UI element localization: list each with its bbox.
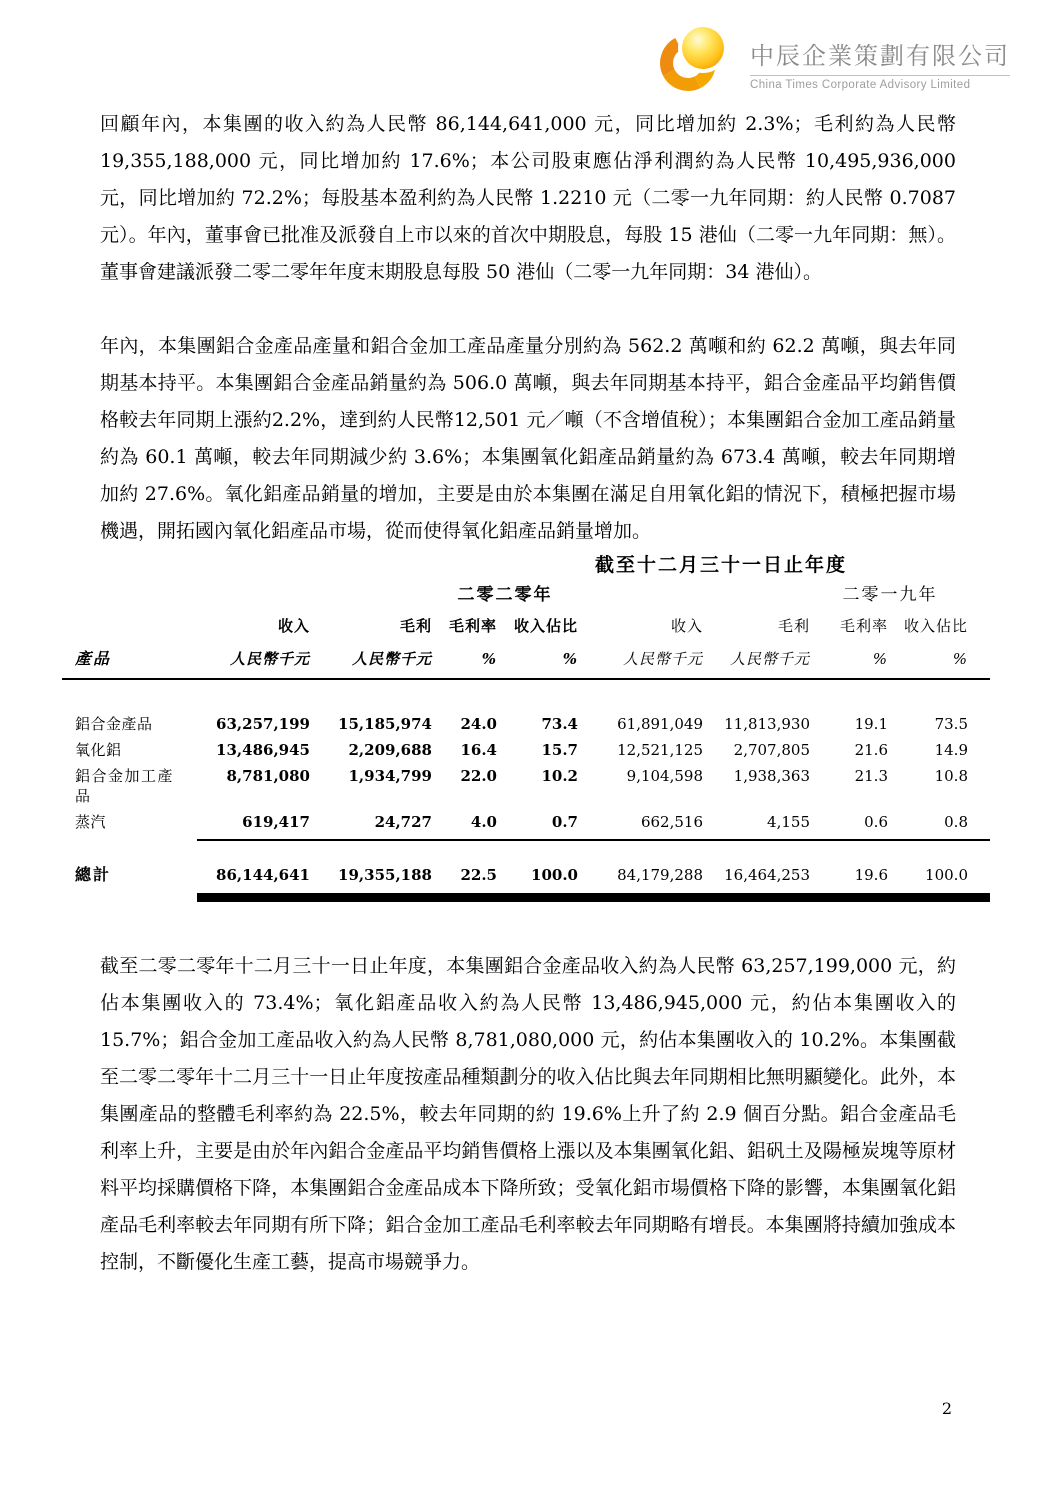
table-cell: 14.9 (934, 741, 968, 759)
table-cell: 1,938,363 (733, 767, 810, 785)
table-cell: 1,934,799 (348, 767, 432, 785)
page-header (0, 0, 1050, 94)
table-cell: 16.4 (460, 741, 497, 759)
table-cell: 0.7 (497, 809, 578, 840)
segment-revenue-table (62, 584, 990, 902)
table-total-row (62, 862, 990, 898)
total-label-cell: 總計 (75, 865, 112, 884)
product-name-cell: 鋁合金產品 (75, 715, 153, 733)
segment-table-section (62, 552, 990, 902)
table-cell: 0.8 (888, 809, 990, 840)
table-cell: 100.0 (888, 862, 990, 898)
table-cell: 9,104,598 (626, 767, 703, 785)
col-header-revenue-share-2020: 收入佔比 (513, 617, 578, 635)
paragraph-segment-analysis: 截至二零二零年十二月三十一日止年度，本集團鋁合金產品收入約為人民幣 63,257,199,000 元，約佔本集團收入的 73.4%；氧化鋁產品收入約為人民幣 13,486,945,000 元，約佔本集團收入的 15.7%；鋁合金加工產品收入約為人民幣 8,781,080,000 元，約佔本集團收入的 10.2%。本集團截至二零二零年十二月三十一日止年度按產品種類劃分的收入佔比與去年同期相比無明顯變化。此外，本集團產品的整體毛利率約為 22.5%，較去年同期的約 19.6%上升了約 2.9 個百分點。鋁合金產品毛利率上升，主要是由於年內鋁合金產品平均銷售價格上漲以及本集團氧化鋁、鋁矾土及陽極炭塊等原材料平均採購價格下降，本集團鋁合金產品成本下降所致；受氧化鋁市場價格下降的影響，本集團氧化鋁產品毛利率較去年同期有所下降；鋁合金加工產品毛利率較去年同期略有增長。本集團將持續加強成本控制，不斷優化生產工藝，提高市場競爭力。 (100, 955, 956, 1273)
unit-header: 人民幣千元 (310, 649, 432, 679)
paragraph-production-sales: 年內，本集團鋁合金產品產量和鋁合金加工產品產量分別約為 562.2 萬噸和約 62.2 萬噸，與去年同期基本持平。本集團鋁合金產品銷量約為 506.0 萬噸，與去年同期基本持平，鋁合金產品平均銷售價格較去年同期上漲約2.2%，達到約人民幣12,501 元／噸（不含增值稅）；本集團鋁合金加工產品銷量約為 60.1 萬噸，較去年同期減少約 3.6%；本集團氧化鋁產品銷量約為 673.4 萬噸，較去年同期增加約 27.6%。氧化鋁產品銷量的增加，主要是由於本集團在滿足自用氧化鋁的情況下，積極把握市場機遇，開拓國內氧化鋁產品市場，從而使得氧化鋁產品銷量增加。 (100, 335, 956, 542)
unit-header: % (888, 649, 990, 679)
unit-header: 人民幣千元 (703, 649, 810, 679)
table-cell: 15,185,974 (338, 715, 432, 733)
table-header-row (62, 616, 990, 649)
table-subheader-row (62, 649, 990, 679)
logo-text-block (750, 26, 1010, 91)
table-cell: 73.5 (934, 715, 968, 733)
col-header-gross-margin-2020: 毛利率 (448, 617, 497, 635)
table-cell: 21.6 (854, 741, 888, 759)
table-cell: 21.3 (854, 767, 888, 785)
table-cell: 86,144,641 (197, 862, 310, 898)
col-header-revenue-2020: 收入 (277, 617, 310, 635)
col-header-revenue-share-2019: 收入佔比 (903, 617, 968, 635)
unit-header: 人民幣千元 (578, 649, 703, 679)
table-cell: 15.7 (541, 741, 578, 759)
col-header-gross-profit-2020: 毛利 (399, 617, 432, 635)
table-year-row (62, 584, 990, 616)
table-cell: 4,155 (703, 809, 810, 840)
table-cell: 100.0 (497, 862, 578, 898)
table-cell: 10.2 (541, 767, 578, 785)
table-row-alumina (62, 737, 990, 763)
table-cell: 11,813,930 (724, 715, 810, 733)
logo-sphere-icon (682, 27, 724, 69)
table-cell: 10.8 (934, 767, 968, 785)
table-cell: 19.6 (810, 862, 888, 898)
col-header-revenue-2019: 收入 (670, 617, 703, 635)
table-cell: 24,727 (310, 809, 432, 840)
table-cell: 22.0 (460, 767, 497, 785)
table-cell: 73.4 (541, 715, 578, 733)
table-cell: 2,209,688 (348, 741, 432, 759)
unit-header: % (497, 649, 578, 679)
product-column-header: 產品 (62, 649, 197, 679)
table-row-aluminum-alloy (62, 679, 990, 737)
company-logo-icon (658, 26, 738, 94)
table-cell: 22.5 (432, 862, 497, 898)
company-name-zh: 中辰企業策劃有限公司 (750, 43, 1010, 70)
table-cell: 619,417 (197, 809, 310, 840)
unit-header: % (432, 649, 497, 679)
year-2019-label: 二零一九年 (842, 585, 938, 605)
table-cell: 19.1 (854, 715, 888, 733)
product-name-cell: 氧化鋁 (75, 741, 122, 759)
table-row-processed-aluminum (62, 763, 990, 809)
table-cell: 13,486,945 (216, 741, 310, 759)
table-cell: 2,707,805 (733, 741, 810, 759)
company-name-en: China Times Corporate Advisory Limited (750, 75, 1010, 91)
col-header-gross-profit-2019: 毛利 (777, 617, 810, 635)
paragraph-financial-review: 回顧年內，本集團的收入約為人民幣 86,144,641,000 元，同比增加約 2.3%；毛利約為人民幣 19,355,188,000 元，同比增加約 17.6%；本公司股東應佔淨利潤約為人民幣 10,495,936,000 元，同比增加約 72.2%；每股基本盈利約為人民幣 1.2210 元（二零一九年同期：約人民幣 0.7087 元）。年內，董事會已批准及派發自上市以來的首次中期股息，每股 15 港仙（二零一九年同期：無）。董事會建議派發二零二零年年度末期股息每股 50 港仙（二零一九年同期：34 港仙）。 (100, 113, 956, 283)
table-spacer-row (62, 840, 990, 862)
company-logo (658, 26, 1010, 94)
table-cell: 63,257,199 (216, 715, 310, 733)
table-cell: 662,516 (578, 809, 703, 840)
table-title: 截至十二月三十一日止年度 (594, 554, 847, 576)
table-cell: 84,179,288 (578, 862, 703, 898)
table-cell: 0.6 (810, 809, 888, 840)
table-row-steam (62, 809, 990, 840)
table-cell: 12,521,125 (617, 741, 703, 759)
table-cell: 19,355,188 (310, 862, 432, 898)
col-header-gross-margin-2019: 毛利率 (839, 617, 888, 635)
table-cell: 61,891,049 (617, 715, 703, 733)
product-name-cell: 鋁合金加工產品 (75, 767, 173, 805)
table-cell: 24.0 (460, 715, 497, 733)
unit-header: 人民幣千元 (197, 649, 310, 679)
unit-header: % (810, 649, 888, 679)
year-2020-label: 二零二零年 (457, 585, 553, 605)
product-name-cell: 蒸汽 (75, 813, 107, 831)
table-cell: 16,464,253 (703, 862, 810, 898)
table-cell: 4.0 (432, 809, 497, 840)
page-number: 2 (941, 1399, 952, 1418)
table-cell: 8,781,080 (226, 767, 310, 785)
